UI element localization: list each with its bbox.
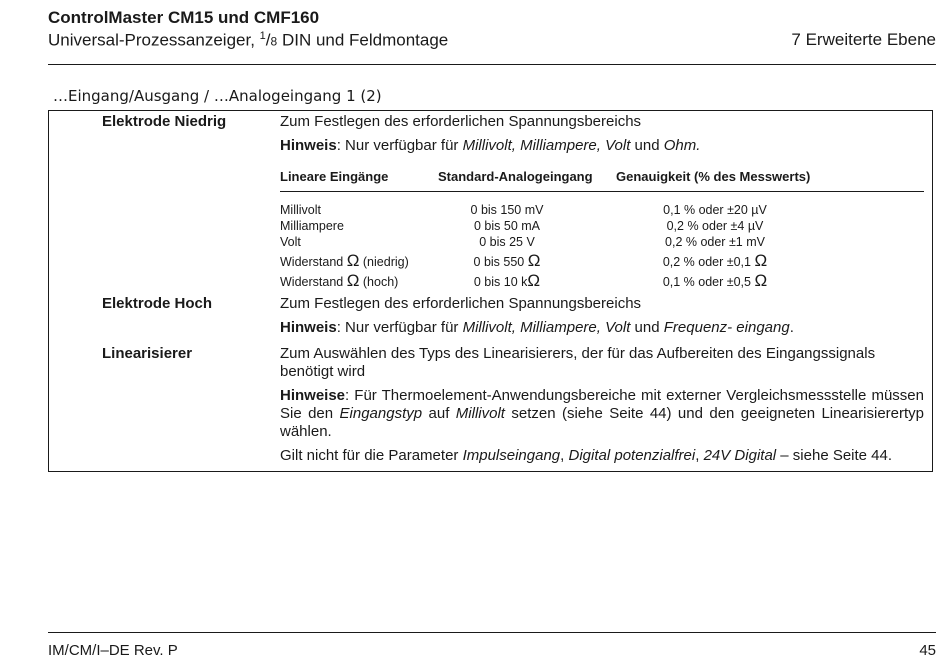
- col-header: Lineare Eingänge: [280, 164, 438, 192]
- table-row: Widerstand Ω (hoch) 0 bis 10 kΩ 0,1 % oder ±0,5 Ω: [280, 271, 768, 290]
- omega-symbol: Ω: [527, 271, 541, 290]
- footer-divider: [48, 632, 936, 633]
- param-label: Elektrode Hoch: [102, 295, 213, 312]
- breadcrumb: …Eingang/Ausgang / …Analogeingang 1 (2): [53, 87, 382, 105]
- linear-inputs-table: [280, 164, 924, 290]
- fraction-numerator: 1: [259, 30, 266, 42]
- table-row: Millivolt 0 bis 150 mV 0,1 % oder ±20 µV: [280, 203, 767, 217]
- omega-symbol: Ω: [346, 271, 360, 290]
- parameter-table: [48, 110, 933, 472]
- table-row: Volt 0 bis 25 V 0,2 % oder ±1 mV: [280, 235, 765, 249]
- chapter-heading: 7 Erweiterte Ebene: [791, 30, 936, 49]
- omega-symbol: Ω: [754, 271, 768, 290]
- param-label: Linearisierer: [102, 345, 193, 362]
- param-description: Zum Festlegen des erforderlichen Spannungsbereichs Hinweis: Nur verfügbar für Millivolt, Milliampere, Volt und Frequenz- eingang.: [280, 295, 794, 336]
- col-header: Standard-Analogeingang: [438, 164, 616, 192]
- document-title: ControlMaster CM15 und CMF160: [48, 8, 320, 27]
- col-header: Genauigkeit (% des Messwerts): [616, 164, 924, 192]
- omega-symbol: Ω: [527, 251, 541, 270]
- param-label: Elektrode Niedrig: [102, 113, 227, 130]
- omega-symbol: Ω: [754, 251, 768, 270]
- table-row: Widerstand Ω (niedrig) 0 bis 550 Ω 0,2 % oder ±0,1 Ω: [280, 251, 768, 270]
- param-description: Zum Auswählen des Typs des Linearisierers, der für das Aufbereiten des Eingangssignals benötigt wird Hinweise: Für Thermoelement-Anwendungsbereiche mit externer Vergleichsmessstelle müssen Sie den Eingangstyp auf Millivolt setzen (siehe Seite 44) und den geeigneten Linearisierertyp wählen. Gilt nicht für die Parameter Impulseingang, Digital potenzialfrei, 24V Digital – siehe Seite 44.: [280, 345, 924, 464]
- param-description: Zum Festlegen des erforderlichen Spannungsbereichs Hinweis: Nur verfügbar für Millivolt, Milliampere, Volt und Ohm. Lineare Eingänge Standard-Analogeingang Genauigkeit (% des Messwerts) Millivolt 0 bis 150 mV 0,1 % oder ±20 µV Milliampere 0 bis 50 mA 0,2 % oder ±4 µV Volt 0 bis 25 V 0,2 % oder ±1 mV Widerstand Ω (niedrig) 0 bis 550 Ω 0,2 % oder ±0,1 Ω Widerstand Ω (hoch) 0 bis 10 kΩ 0,1 % oder ±0,5 Ω: [280, 113, 924, 290]
- table-row: Milliampere 0 bis 50 mA 0,2 % oder ±4 µV: [280, 219, 764, 233]
- document-subtitle: Universal-Prozessanzeiger, $^1$/8 DIN und Feldmontage: [48, 30, 449, 50]
- page-number: 45: [919, 642, 936, 659]
- header-divider: [48, 64, 936, 65]
- document-id: IM/CM/I–DE Rev. P: [48, 642, 178, 659]
- omega-symbol: Ω: [346, 251, 360, 270]
- fraction-denominator: 8: [270, 34, 278, 49]
